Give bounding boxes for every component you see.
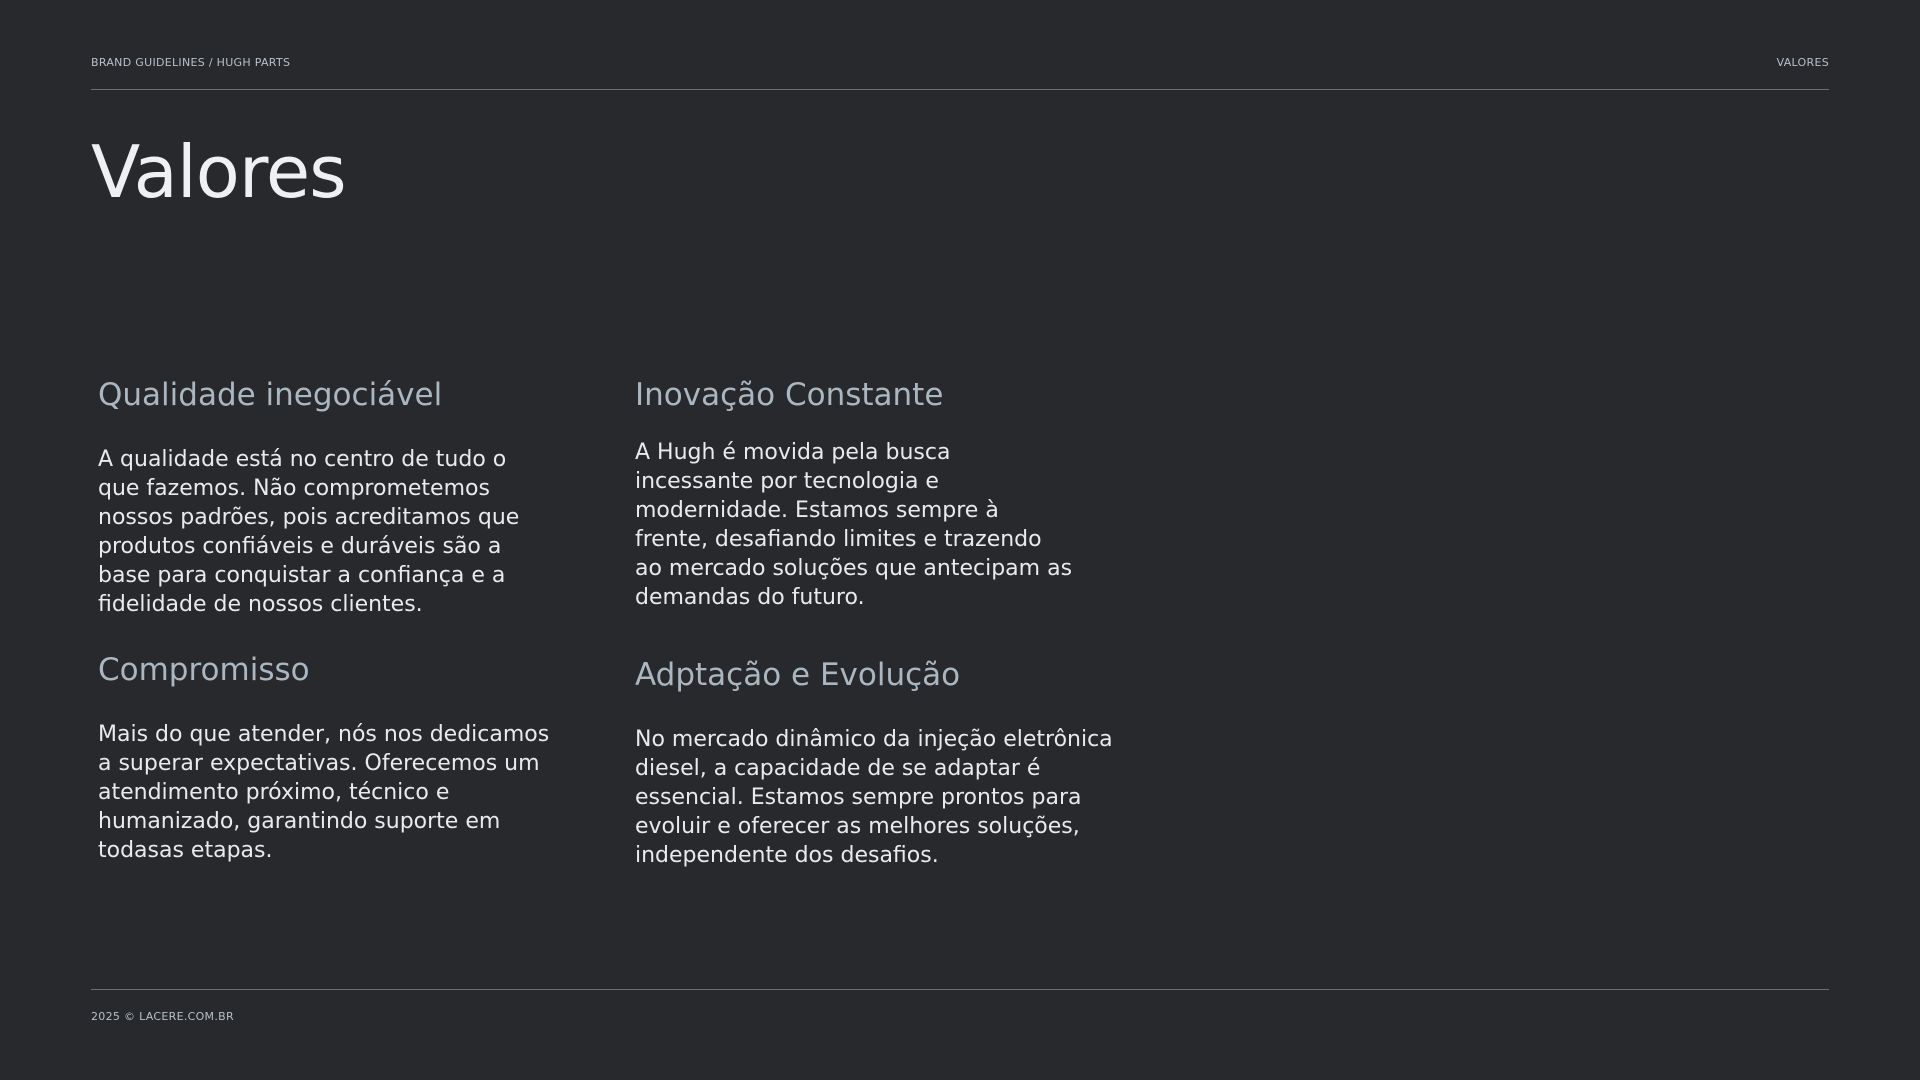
footer-copyright: 2025 © LACERE.COM.BR: [91, 1010, 234, 1023]
header-breadcrumb: BRAND GUIDELINES / HUGH PARTS: [91, 56, 291, 69]
value-heading: Adptação e Evolução: [635, 657, 961, 693]
value-heading: Qualidade inegociável: [98, 377, 443, 413]
value-heading: Compromisso: [98, 652, 310, 688]
value-heading: Inovação Constante: [635, 377, 944, 413]
header-section-label: VALORES: [1776, 56, 1829, 69]
header-divider: [91, 89, 1829, 90]
value-description: A qualidade está no centro de tudo o que fazemos. Não comprometemos nossos padrões, pois acreditamos que produtos confiáveis e duráveis são a base para conquistar a confiança e a fidelidade de nossos clientes.: [98, 446, 520, 617]
footer-divider: [91, 989, 1829, 990]
value-quality: [98, 376, 568, 619]
value-adaptation: [635, 656, 1113, 870]
value-description: Mais do que atender, nós nos dedicamos a superar expectativas. Oferecemos um atendimento próximo, técnico e humanizado, garantindo suporte em todasas etapas.: [98, 721, 550, 863]
page-title: Valores: [91, 130, 346, 214]
value-innovation: [635, 376, 1105, 612]
value-description: No mercado dinâmico da injeção eletrônica diesel, a capacidade de se adaptar é essencial. Estamos sempre prontos para evoluir e oferecer as melhores soluções, independente dos desafios.: [635, 726, 1113, 868]
value-description: A Hugh é movida pela busca incessante por tecnologia e modernidade. Estamos sempre à frente, desafiando limites e trazendo ao mercado soluções que antecipam as demandas do futuro.: [635, 439, 1073, 610]
value-commitment: [98, 651, 568, 865]
